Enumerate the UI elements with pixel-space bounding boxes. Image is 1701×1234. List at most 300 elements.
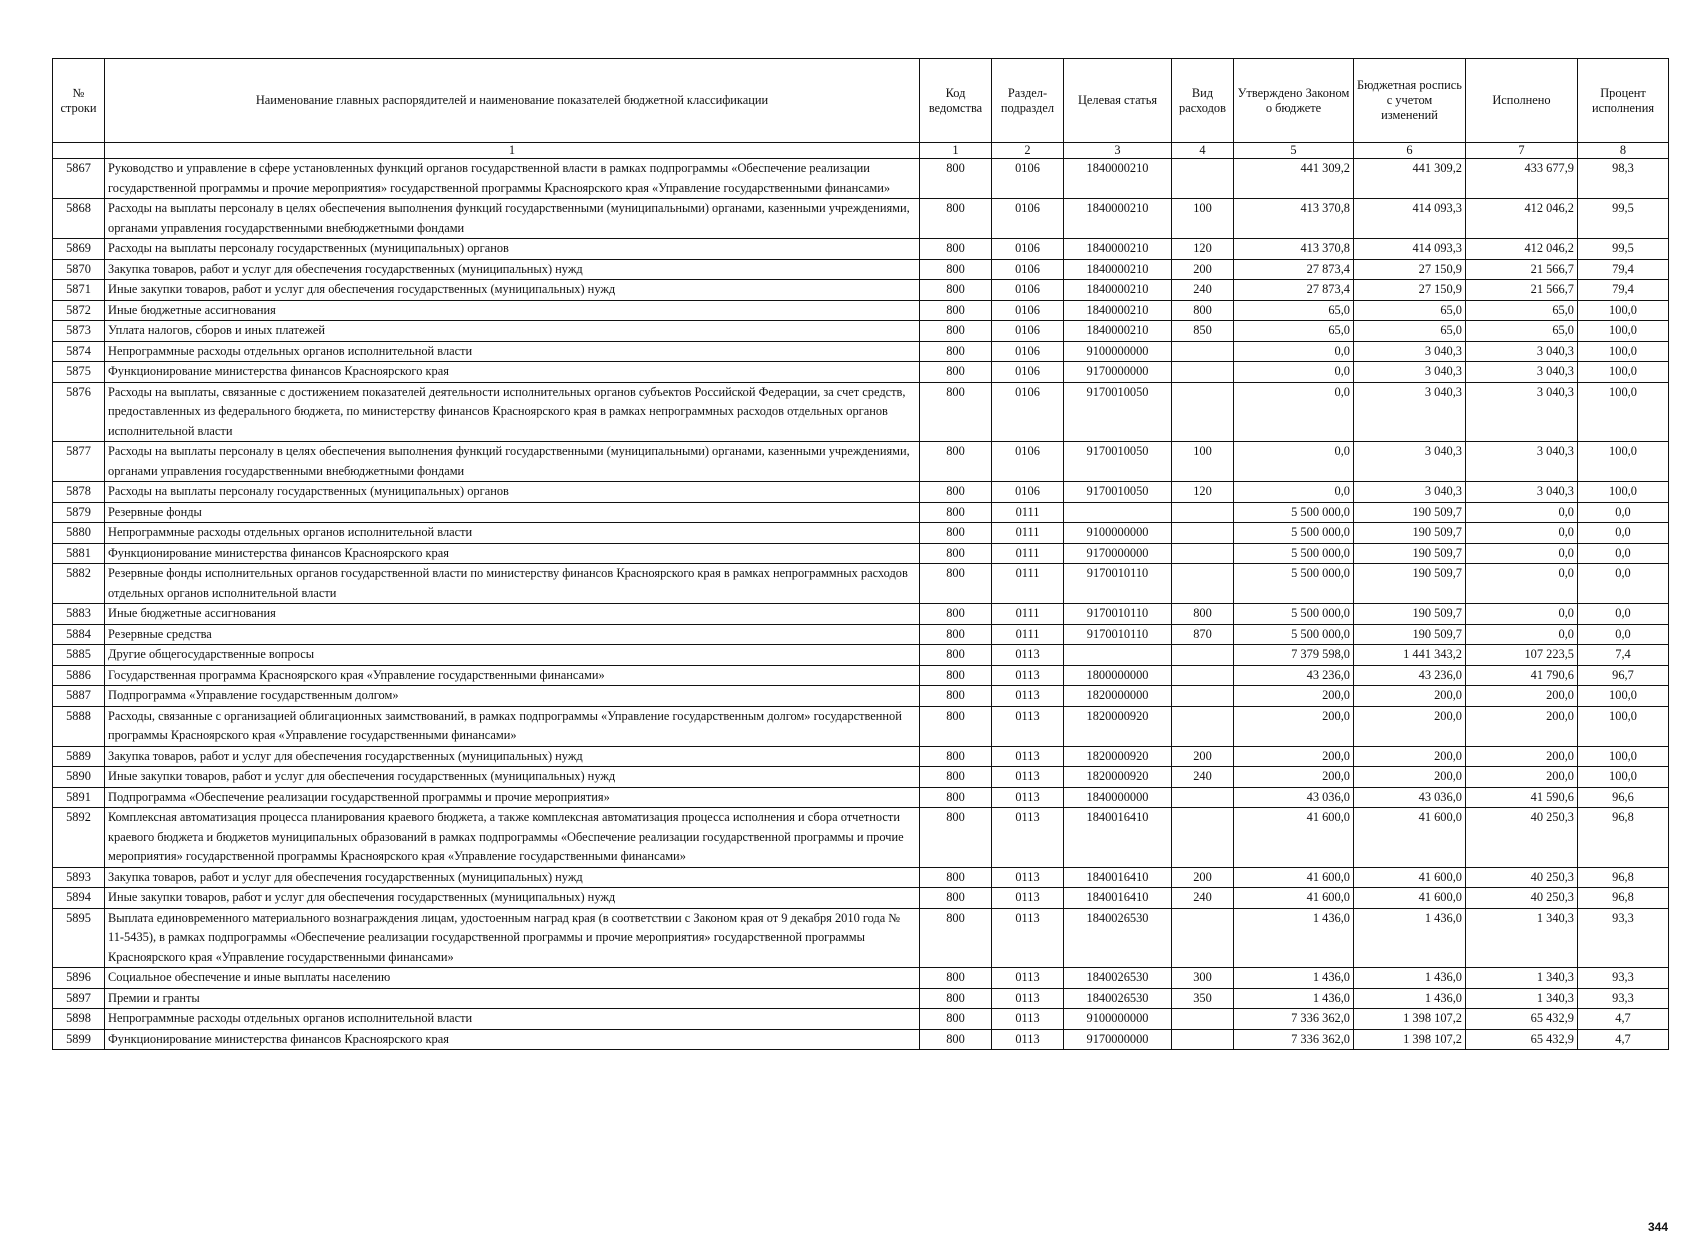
section-cell: 0113 bbox=[992, 908, 1064, 968]
row-number-cell: 5869 bbox=[53, 239, 105, 260]
dept-code-cell: 800 bbox=[920, 280, 992, 301]
budget-schedule-cell: 200,0 bbox=[1354, 686, 1466, 707]
approved-cell: 0,0 bbox=[1234, 382, 1354, 442]
executed-cell: 65,0 bbox=[1466, 300, 1578, 321]
budget-schedule-cell: 3 040,3 bbox=[1354, 442, 1466, 482]
section-cell: 0113 bbox=[992, 746, 1064, 767]
row-name-cell: Расходы на выплаты персоналу государственных (муниципальных) органов bbox=[105, 482, 920, 503]
percent-cell: 96,8 bbox=[1578, 808, 1669, 868]
row-number-cell: 5868 bbox=[53, 199, 105, 239]
row-number-cell: 5890 bbox=[53, 767, 105, 788]
dept-code-cell: 800 bbox=[920, 867, 992, 888]
column-number bbox=[53, 143, 105, 159]
table-row bbox=[53, 382, 1669, 442]
column-number: 6 bbox=[1354, 143, 1466, 159]
row-name-cell: Закупка товаров, работ и услуг для обеспечения государственных (муниципальных) нужд bbox=[105, 259, 920, 280]
section-cell: 0113 bbox=[992, 968, 1064, 989]
row-number-cell: 5867 bbox=[53, 159, 105, 199]
expense-type-cell: 870 bbox=[1172, 624, 1234, 645]
column-number: 2 bbox=[992, 143, 1064, 159]
row-name-cell: Расходы на выплаты персоналу в целях обеспечения выполнения функций государственными (муниципальными) органами, казенными учреждениями, органами управления государственными внебюджетными фондами bbox=[105, 442, 920, 482]
table-row bbox=[53, 968, 1669, 989]
executed-cell: 65 432,9 bbox=[1466, 1009, 1578, 1030]
target-cell: 1840000210 bbox=[1064, 321, 1172, 342]
table-row bbox=[53, 888, 1669, 909]
target-cell: 1840000210 bbox=[1064, 280, 1172, 301]
approved-cell: 5 500 000,0 bbox=[1234, 543, 1354, 564]
row-name-cell: Иные закупки товаров, работ и услуг для обеспечения государственных (муниципальных) нужд bbox=[105, 280, 920, 301]
row-number-cell: 5885 bbox=[53, 645, 105, 666]
expense-type-cell bbox=[1172, 808, 1234, 868]
table-row bbox=[53, 321, 1669, 342]
section-cell: 0113 bbox=[992, 686, 1064, 707]
dept-code-cell: 800 bbox=[920, 300, 992, 321]
executed-cell: 3 040,3 bbox=[1466, 362, 1578, 383]
budget-schedule-cell: 3 040,3 bbox=[1354, 382, 1466, 442]
budget-schedule-cell: 3 040,3 bbox=[1354, 341, 1466, 362]
expense-type-cell bbox=[1172, 908, 1234, 968]
target-cell: 9170010110 bbox=[1064, 604, 1172, 625]
header-dept-code: Код ведомства bbox=[920, 59, 992, 143]
row-name-cell: Выплата единовременного материального вознаграждения лицам, удостоенным наград края (в соответствии с Законом края от 9 декабря 2010 года № 11-5435), в рамках подпрограммы «Обеспечение реализации государственной программы и прочие мероприятия» государственной программы Красноярского края «Управление государственными финансами» bbox=[105, 908, 920, 968]
section-cell: 0113 bbox=[992, 665, 1064, 686]
approved-cell: 0,0 bbox=[1234, 362, 1354, 383]
section-cell: 0106 bbox=[992, 341, 1064, 362]
percent-cell: 99,5 bbox=[1578, 239, 1669, 260]
section-cell: 0111 bbox=[992, 543, 1064, 564]
executed-cell: 412 046,2 bbox=[1466, 199, 1578, 239]
section-cell: 0113 bbox=[992, 645, 1064, 666]
percent-cell: 100,0 bbox=[1578, 442, 1669, 482]
section-cell: 0106 bbox=[992, 321, 1064, 342]
target-cell: 9170010050 bbox=[1064, 482, 1172, 503]
approved-cell: 65,0 bbox=[1234, 321, 1354, 342]
dept-code-cell: 800 bbox=[920, 502, 992, 523]
row-number-cell: 5874 bbox=[53, 341, 105, 362]
budget-schedule-cell: 1 436,0 bbox=[1354, 988, 1466, 1009]
executed-cell: 3 040,3 bbox=[1466, 341, 1578, 362]
dept-code-cell: 800 bbox=[920, 442, 992, 482]
section-cell: 0106 bbox=[992, 199, 1064, 239]
row-number-cell: 5886 bbox=[53, 665, 105, 686]
row-number-cell: 5882 bbox=[53, 564, 105, 604]
row-number-cell: 5899 bbox=[53, 1029, 105, 1050]
budget-schedule-cell: 441 309,2 bbox=[1354, 159, 1466, 199]
approved-cell: 27 873,4 bbox=[1234, 280, 1354, 301]
dept-code-cell: 800 bbox=[920, 767, 992, 788]
expense-type-cell: 800 bbox=[1172, 300, 1234, 321]
budget-schedule-cell: 41 600,0 bbox=[1354, 888, 1466, 909]
dept-code-cell: 800 bbox=[920, 787, 992, 808]
approved-cell: 1 436,0 bbox=[1234, 988, 1354, 1009]
target-cell: 1800000000 bbox=[1064, 665, 1172, 686]
percent-cell: 93,3 bbox=[1578, 968, 1669, 989]
section-cell: 0106 bbox=[992, 362, 1064, 383]
section-cell: 0106 bbox=[992, 259, 1064, 280]
executed-cell: 0,0 bbox=[1466, 502, 1578, 523]
row-number-cell: 5884 bbox=[53, 624, 105, 645]
executed-cell: 0,0 bbox=[1466, 564, 1578, 604]
expense-type-cell: 350 bbox=[1172, 988, 1234, 1009]
expense-type-cell: 240 bbox=[1172, 767, 1234, 788]
header-name: Наименование главных распорядителей и наименование показателей бюджетной классификации bbox=[105, 59, 920, 143]
target-cell: 1820000920 bbox=[1064, 767, 1172, 788]
header-budget-schedule: Бюджетная роспись с учетом изменений bbox=[1354, 59, 1466, 143]
row-name-cell: Непрограммные расходы отдельных органов исполнительной власти bbox=[105, 1009, 920, 1030]
dept-code-cell: 800 bbox=[920, 686, 992, 707]
table-row bbox=[53, 1009, 1669, 1030]
budget-schedule-cell: 1 441 343,2 bbox=[1354, 645, 1466, 666]
percent-cell: 100,0 bbox=[1578, 746, 1669, 767]
row-name-cell: Государственная программа Красноярского края «Управление государственными финансами» bbox=[105, 665, 920, 686]
dept-code-cell: 800 bbox=[920, 645, 992, 666]
target-cell: 1820000000 bbox=[1064, 686, 1172, 707]
percent-cell: 0,0 bbox=[1578, 523, 1669, 544]
expense-type-cell: 200 bbox=[1172, 867, 1234, 888]
budget-schedule-cell: 190 509,7 bbox=[1354, 564, 1466, 604]
executed-cell: 21 566,7 bbox=[1466, 280, 1578, 301]
row-number-cell: 5895 bbox=[53, 908, 105, 968]
row-number-cell: 5894 bbox=[53, 888, 105, 909]
column-number: 1 bbox=[105, 143, 920, 159]
budget-schedule-cell: 3 040,3 bbox=[1354, 362, 1466, 383]
executed-cell: 41 590,6 bbox=[1466, 787, 1578, 808]
executed-cell: 65,0 bbox=[1466, 321, 1578, 342]
row-number-cell: 5881 bbox=[53, 543, 105, 564]
target-cell: 1840026530 bbox=[1064, 908, 1172, 968]
row-name-cell: Резервные фонды исполнительных органов государственной власти по министерству финансов Красноярского края в рамках непрограммных расходов отдельных органов исполнительной власти bbox=[105, 564, 920, 604]
table-row bbox=[53, 564, 1669, 604]
executed-cell: 3 040,3 bbox=[1466, 482, 1578, 503]
target-cell bbox=[1064, 645, 1172, 666]
dept-code-cell: 800 bbox=[920, 808, 992, 868]
dept-code-cell: 800 bbox=[920, 543, 992, 564]
percent-cell: 100,0 bbox=[1578, 362, 1669, 383]
dept-code-cell: 800 bbox=[920, 988, 992, 1009]
row-name-cell: Иные бюджетные ассигнования bbox=[105, 604, 920, 625]
executed-cell: 21 566,7 bbox=[1466, 259, 1578, 280]
target-cell: 9100000000 bbox=[1064, 523, 1172, 544]
dept-code-cell: 800 bbox=[920, 624, 992, 645]
row-name-cell: Подпрограмма «Обеспечение реализации государственной программы и прочие мероприятия» bbox=[105, 787, 920, 808]
section-cell: 0113 bbox=[992, 787, 1064, 808]
row-number-cell: 5889 bbox=[53, 746, 105, 767]
table-row bbox=[53, 686, 1669, 707]
table-row bbox=[53, 482, 1669, 503]
section-cell: 0113 bbox=[992, 867, 1064, 888]
dept-code-cell: 800 bbox=[920, 564, 992, 604]
table-row bbox=[53, 767, 1669, 788]
executed-cell: 65 432,9 bbox=[1466, 1029, 1578, 1050]
budget-report-page bbox=[52, 58, 1669, 1234]
row-name-cell: Расходы на выплаты, связанные с достижением показателей деятельности исполнительных органов субъектов Российской Федерации, за счет средств, предоставленных из федерального бюджета, по министерству финансов Красноярского края в рамках непрограммных расходов отдельных органов исполнительной власти bbox=[105, 382, 920, 442]
target-cell: 1840000210 bbox=[1064, 199, 1172, 239]
approved-cell: 65,0 bbox=[1234, 300, 1354, 321]
table-row bbox=[53, 1029, 1669, 1050]
expense-type-cell: 200 bbox=[1172, 746, 1234, 767]
row-name-cell: Закупка товаров, работ и услуг для обеспечения государственных (муниципальных) нужд bbox=[105, 746, 920, 767]
section-cell: 0106 bbox=[992, 382, 1064, 442]
table-row bbox=[53, 808, 1669, 868]
dept-code-cell: 800 bbox=[920, 362, 992, 383]
column-number: 5 bbox=[1234, 143, 1354, 159]
dept-code-cell: 800 bbox=[920, 341, 992, 362]
section-cell: 0106 bbox=[992, 159, 1064, 199]
header-approved: Утверждено Законом о бюджете bbox=[1234, 59, 1354, 143]
section-cell: 0113 bbox=[992, 1029, 1064, 1050]
percent-cell: 98,3 bbox=[1578, 159, 1669, 199]
row-number-cell: 5897 bbox=[53, 988, 105, 1009]
table-row bbox=[53, 645, 1669, 666]
dept-code-cell: 800 bbox=[920, 1029, 992, 1050]
row-number-cell: 5879 bbox=[53, 502, 105, 523]
target-cell: 1820000920 bbox=[1064, 746, 1172, 767]
expense-type-cell bbox=[1172, 362, 1234, 383]
budget-schedule-cell: 1 398 107,2 bbox=[1354, 1009, 1466, 1030]
row-name-cell: Премии и гранты bbox=[105, 988, 920, 1009]
row-name-cell: Руководство и управление в сфере установленных функций органов государственной власти в рамках подпрограммы «Обеспечение реализации государственной программы и прочие мероприятия» государственной программы Красноярского края «Управление государственными финансами» bbox=[105, 159, 920, 199]
section-cell: 0111 bbox=[992, 604, 1064, 625]
expense-type-cell bbox=[1172, 382, 1234, 442]
target-cell: 1820000920 bbox=[1064, 706, 1172, 746]
target-cell: 1840016410 bbox=[1064, 867, 1172, 888]
row-number-cell: 5888 bbox=[53, 706, 105, 746]
percent-cell: 79,4 bbox=[1578, 259, 1669, 280]
executed-cell: 0,0 bbox=[1466, 624, 1578, 645]
row-name-cell: Расходы на выплаты персоналу в целях обеспечения выполнения функций государственными (муниципальными) органами, казенными учреждениями, органами управления государственными внебюджетными фондами bbox=[105, 199, 920, 239]
percent-cell: 100,0 bbox=[1578, 482, 1669, 503]
row-name-cell: Функционирование министерства финансов Красноярского края bbox=[105, 1029, 920, 1050]
table-row bbox=[53, 867, 1669, 888]
header-executed: Исполнено bbox=[1466, 59, 1578, 143]
approved-cell: 5 500 000,0 bbox=[1234, 604, 1354, 625]
target-cell: 1840000000 bbox=[1064, 787, 1172, 808]
budget-schedule-cell: 200,0 bbox=[1354, 706, 1466, 746]
target-cell: 1840000210 bbox=[1064, 159, 1172, 199]
executed-cell: 1 340,3 bbox=[1466, 908, 1578, 968]
budget-schedule-cell: 41 600,0 bbox=[1354, 808, 1466, 868]
table-row bbox=[53, 665, 1669, 686]
column-number: 4 bbox=[1172, 143, 1234, 159]
row-name-cell: Комплексная автоматизация процесса планирования краевого бюджета, а также комплексная автоматизация процесса исполнения и сбора отчетности краевого бюджета и бюджетов муниципальных образований в рамках подпрограммы «Обеспечение реализации государственной программы и прочие мероприятия» государственной программы Красноярского края «Управление государственными финансами» bbox=[105, 808, 920, 868]
approved-cell: 41 600,0 bbox=[1234, 867, 1354, 888]
expense-type-cell bbox=[1172, 341, 1234, 362]
section-cell: 0111 bbox=[992, 523, 1064, 544]
dept-code-cell: 800 bbox=[920, 706, 992, 746]
row-name-cell: Функционирование министерства финансов Красноярского края bbox=[105, 362, 920, 383]
approved-cell: 200,0 bbox=[1234, 686, 1354, 707]
expense-type-cell: 200 bbox=[1172, 259, 1234, 280]
target-cell: 9170010110 bbox=[1064, 564, 1172, 604]
row-number-cell: 5898 bbox=[53, 1009, 105, 1030]
table-row bbox=[53, 442, 1669, 482]
target-cell: 1840016410 bbox=[1064, 888, 1172, 909]
approved-cell: 413 370,8 bbox=[1234, 239, 1354, 260]
section-cell: 0111 bbox=[992, 624, 1064, 645]
section-cell: 0113 bbox=[992, 767, 1064, 788]
expense-type-cell: 120 bbox=[1172, 239, 1234, 260]
percent-cell: 100,0 bbox=[1578, 321, 1669, 342]
row-number-cell: 5883 bbox=[53, 604, 105, 625]
approved-cell: 0,0 bbox=[1234, 442, 1354, 482]
expense-type-cell bbox=[1172, 159, 1234, 199]
section-cell: 0113 bbox=[992, 808, 1064, 868]
executed-cell: 107 223,5 bbox=[1466, 645, 1578, 666]
executed-cell: 0,0 bbox=[1466, 543, 1578, 564]
section-cell: 0111 bbox=[992, 564, 1064, 604]
percent-cell: 7,4 bbox=[1578, 645, 1669, 666]
row-number-cell: 5875 bbox=[53, 362, 105, 383]
percent-cell: 96,8 bbox=[1578, 867, 1669, 888]
table-row bbox=[53, 908, 1669, 968]
expense-type-cell: 850 bbox=[1172, 321, 1234, 342]
approved-cell: 441 309,2 bbox=[1234, 159, 1354, 199]
target-cell: 9170010050 bbox=[1064, 442, 1172, 482]
target-cell: 1840026530 bbox=[1064, 968, 1172, 989]
percent-cell: 100,0 bbox=[1578, 686, 1669, 707]
row-name-cell: Социальное обеспечение и иные выплаты населению bbox=[105, 968, 920, 989]
approved-cell: 41 600,0 bbox=[1234, 888, 1354, 909]
row-name-cell: Закупка товаров, работ и услуг для обеспечения государственных (муниципальных) нужд bbox=[105, 867, 920, 888]
expense-type-cell: 120 bbox=[1172, 482, 1234, 503]
section-cell: 0113 bbox=[992, 706, 1064, 746]
budget-schedule-cell: 27 150,9 bbox=[1354, 259, 1466, 280]
budget-schedule-cell: 43 036,0 bbox=[1354, 787, 1466, 808]
percent-cell: 0,0 bbox=[1578, 564, 1669, 604]
percent-cell: 0,0 bbox=[1578, 502, 1669, 523]
dept-code-cell: 800 bbox=[920, 159, 992, 199]
table-row bbox=[53, 502, 1669, 523]
approved-cell: 0,0 bbox=[1234, 482, 1354, 503]
expense-type-cell bbox=[1172, 1009, 1234, 1030]
expense-type-cell bbox=[1172, 543, 1234, 564]
section-cell: 0106 bbox=[992, 482, 1064, 503]
budget-schedule-cell: 1 436,0 bbox=[1354, 968, 1466, 989]
row-name-cell: Расходы на выплаты персоналу государственных (муниципальных) органов bbox=[105, 239, 920, 260]
row-name-cell: Иные закупки товаров, работ и услуг для обеспечения государственных (муниципальных) нужд bbox=[105, 767, 920, 788]
percent-cell: 0,0 bbox=[1578, 543, 1669, 564]
target-cell: 1840000210 bbox=[1064, 300, 1172, 321]
row-number-cell: 5892 bbox=[53, 808, 105, 868]
expense-type-cell bbox=[1172, 665, 1234, 686]
target-cell: 9170010110 bbox=[1064, 624, 1172, 645]
target-cell: 9100000000 bbox=[1064, 341, 1172, 362]
table-row bbox=[53, 280, 1669, 301]
percent-cell: 100,0 bbox=[1578, 706, 1669, 746]
row-number-cell: 5878 bbox=[53, 482, 105, 503]
budget-schedule-cell: 414 093,3 bbox=[1354, 199, 1466, 239]
executed-cell: 41 790,6 bbox=[1466, 665, 1578, 686]
approved-cell: 43 036,0 bbox=[1234, 787, 1354, 808]
column-number: 8 bbox=[1578, 143, 1669, 159]
approved-cell: 41 600,0 bbox=[1234, 808, 1354, 868]
approved-cell: 200,0 bbox=[1234, 706, 1354, 746]
dept-code-cell: 800 bbox=[920, 321, 992, 342]
executed-cell: 1 340,3 bbox=[1466, 968, 1578, 989]
row-name-cell: Уплата налогов, сборов и иных платежей bbox=[105, 321, 920, 342]
percent-cell: 100,0 bbox=[1578, 767, 1669, 788]
executed-cell: 1 340,3 bbox=[1466, 988, 1578, 1009]
executed-cell: 433 677,9 bbox=[1466, 159, 1578, 199]
dept-code-cell: 800 bbox=[920, 908, 992, 968]
approved-cell: 7 336 362,0 bbox=[1234, 1029, 1354, 1050]
dept-code-cell: 800 bbox=[920, 199, 992, 239]
executed-cell: 200,0 bbox=[1466, 686, 1578, 707]
row-number-cell: 5873 bbox=[53, 321, 105, 342]
table-row bbox=[53, 362, 1669, 383]
section-cell: 0111 bbox=[992, 502, 1064, 523]
budget-schedule-cell: 27 150,9 bbox=[1354, 280, 1466, 301]
row-number-cell: 5871 bbox=[53, 280, 105, 301]
budget-schedule-cell: 190 509,7 bbox=[1354, 502, 1466, 523]
section-cell: 0113 bbox=[992, 988, 1064, 1009]
percent-cell: 93,3 bbox=[1578, 908, 1669, 968]
row-number-cell: 5876 bbox=[53, 382, 105, 442]
row-name-cell: Расходы, связанные с организацией облигационных заимствований, в рамках подпрограммы «Управление государственным долгом» государственной программы Красноярского края «Управление государственными финансами» bbox=[105, 706, 920, 746]
table-header-row bbox=[53, 59, 1669, 143]
section-cell: 0106 bbox=[992, 300, 1064, 321]
budget-schedule-cell: 1 398 107,2 bbox=[1354, 1029, 1466, 1050]
row-name-cell: Резервные фонды bbox=[105, 502, 920, 523]
target-cell: 9170010050 bbox=[1064, 382, 1172, 442]
dept-code-cell: 800 bbox=[920, 968, 992, 989]
section-cell: 0106 bbox=[992, 280, 1064, 301]
percent-cell: 96,7 bbox=[1578, 665, 1669, 686]
page-number: 344 bbox=[1648, 1220, 1669, 1234]
budget-schedule-cell: 41 600,0 bbox=[1354, 867, 1466, 888]
header-row-number: № строки bbox=[53, 59, 105, 143]
table-row bbox=[53, 239, 1669, 260]
approved-cell: 200,0 bbox=[1234, 746, 1354, 767]
dept-code-cell: 800 bbox=[920, 259, 992, 280]
budget-schedule-cell: 1 436,0 bbox=[1354, 908, 1466, 968]
executed-cell: 0,0 bbox=[1466, 604, 1578, 625]
row-name-cell: Непрограммные расходы отдельных органов исполнительной власти bbox=[105, 523, 920, 544]
table-row bbox=[53, 523, 1669, 544]
expense-type-cell bbox=[1172, 645, 1234, 666]
column-number: 1 bbox=[920, 143, 992, 159]
dept-code-cell: 800 bbox=[920, 665, 992, 686]
row-name-cell: Подпрограмма «Управление государственным долгом» bbox=[105, 686, 920, 707]
approved-cell: 200,0 bbox=[1234, 767, 1354, 788]
executed-cell: 0,0 bbox=[1466, 523, 1578, 544]
header-expense-type: Вид расходов bbox=[1172, 59, 1234, 143]
approved-cell: 43 236,0 bbox=[1234, 665, 1354, 686]
target-cell: 9100000000 bbox=[1064, 1009, 1172, 1030]
approved-cell: 413 370,8 bbox=[1234, 199, 1354, 239]
percent-cell: 79,4 bbox=[1578, 280, 1669, 301]
row-number-cell: 5887 bbox=[53, 686, 105, 707]
column-number: 7 bbox=[1466, 143, 1578, 159]
percent-cell: 100,0 bbox=[1578, 341, 1669, 362]
expense-type-cell bbox=[1172, 1029, 1234, 1050]
executed-cell: 412 046,2 bbox=[1466, 239, 1578, 260]
budget-schedule-cell: 43 236,0 bbox=[1354, 665, 1466, 686]
budget-schedule-cell: 190 509,7 bbox=[1354, 523, 1466, 544]
row-name-cell: Иные закупки товаров, работ и услуг для обеспечения государственных (муниципальных) нужд bbox=[105, 888, 920, 909]
dept-code-cell: 800 bbox=[920, 888, 992, 909]
target-cell: 9170000000 bbox=[1064, 543, 1172, 564]
expense-type-cell bbox=[1172, 523, 1234, 544]
dept-code-cell: 800 bbox=[920, 239, 992, 260]
expense-type-cell: 240 bbox=[1172, 888, 1234, 909]
target-cell: 9170000000 bbox=[1064, 1029, 1172, 1050]
approved-cell: 5 500 000,0 bbox=[1234, 502, 1354, 523]
target-cell: 9170000000 bbox=[1064, 362, 1172, 383]
expense-type-cell bbox=[1172, 564, 1234, 604]
table-row bbox=[53, 706, 1669, 746]
row-number-cell: 5880 bbox=[53, 523, 105, 544]
